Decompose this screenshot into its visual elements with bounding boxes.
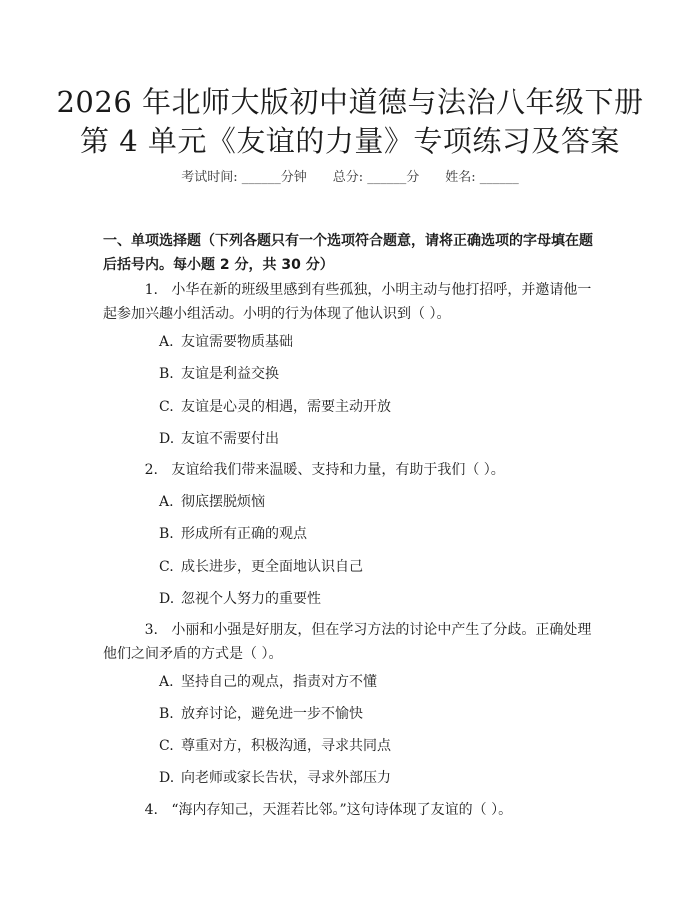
option-letter: A. bbox=[159, 674, 174, 690]
exam-name-field: 姓名: ______ bbox=[445, 170, 519, 185]
question-stem: 小丽和小强是好朋友，但在学习方法的讨论中产生了分歧。正确处理他们之间矛盾的方式是（ ）。 bbox=[103, 622, 592, 662]
option-text: 忽视个人努力的重要性 bbox=[181, 591, 321, 607]
option-letter: B. bbox=[159, 526, 174, 542]
option-letter: D. bbox=[159, 431, 175, 447]
option-2d bbox=[159, 589, 321, 609]
question-2 bbox=[103, 458, 599, 482]
option-letter: A. bbox=[159, 494, 174, 510]
option-text: 形成所有正确的观点 bbox=[181, 526, 307, 542]
question-4 bbox=[103, 798, 599, 822]
option-text: 友谊需要物质基础 bbox=[181, 334, 293, 350]
option-letter: B. bbox=[159, 706, 174, 722]
option-1d bbox=[159, 429, 279, 449]
question-number: 2. bbox=[144, 462, 158, 478]
option-text: 友谊是心灵的相遇，需要主动开放 bbox=[181, 399, 391, 415]
option-letter: D. bbox=[159, 591, 175, 607]
question-number: 1. bbox=[144, 282, 158, 298]
option-text: 放弃讨论，避免进一步不愉快 bbox=[181, 706, 363, 722]
question-number: 3. bbox=[144, 622, 158, 638]
question-stem: “海内存知己，天涯若比邻。”这句诗体现了友谊的（ ）。 bbox=[171, 802, 513, 818]
question-stem: 友谊给我们带来温暖、支持和力量，有助于我们（ ）。 bbox=[171, 462, 505, 478]
option-text: 尊重对方，积极沟通，寻求共同点 bbox=[181, 738, 391, 754]
option-2c bbox=[159, 557, 363, 577]
exam-time-field: 考试时间: ______分钟 bbox=[181, 170, 307, 185]
option-text: 成长进步，更全面地认识自己 bbox=[181, 559, 363, 575]
question-1 bbox=[103, 278, 599, 326]
option-text: 友谊不需要付出 bbox=[181, 431, 279, 447]
option-letter: B. bbox=[159, 366, 174, 382]
option-letter: C. bbox=[159, 399, 174, 415]
option-2b bbox=[159, 524, 307, 544]
option-text: 坚持自己的观点，指责对方不懂 bbox=[181, 674, 377, 690]
option-3b bbox=[159, 704, 363, 724]
option-3d bbox=[159, 768, 391, 788]
option-letter: C. bbox=[159, 559, 174, 575]
document-title-line1: 2026 年北师大版初中道德与法治八年级下册 bbox=[56, 85, 644, 119]
exam-score-field: 总分: ______分 bbox=[332, 170, 420, 185]
option-letter: D. bbox=[159, 770, 175, 786]
option-2a bbox=[159, 492, 265, 512]
question-stem: 小华在新的班级里感到有些孤独，小明主动与他打招呼，并邀请他一起参加兴趣小组活动。小明的行为体现了他认识到（ ）。 bbox=[103, 282, 592, 322]
option-1b bbox=[159, 364, 279, 384]
question-3 bbox=[103, 618, 599, 666]
option-3c bbox=[159, 736, 391, 756]
option-1a bbox=[159, 332, 293, 352]
option-letter: C. bbox=[159, 738, 174, 754]
section-heading: 一、单项选择题（下列各题只有一个选项符合题意，请将正确选项的字母填在题后括号内。每小题 2 分，共 30 分） bbox=[103, 233, 593, 273]
document-title-line2: 第 4 单元《友谊的力量》专项练习及答案 bbox=[80, 124, 620, 158]
option-3a bbox=[159, 672, 377, 692]
question-number: 4. bbox=[144, 802, 158, 818]
exam-info bbox=[0, 169, 700, 187]
option-letter: A. bbox=[159, 334, 174, 350]
option-text: 彻底摆脱烦恼 bbox=[181, 494, 265, 510]
option-text: 向老师或家长告状，寻求外部压力 bbox=[181, 770, 391, 786]
option-text: 友谊是利益交换 bbox=[181, 366, 279, 382]
option-1c bbox=[159, 397, 391, 417]
